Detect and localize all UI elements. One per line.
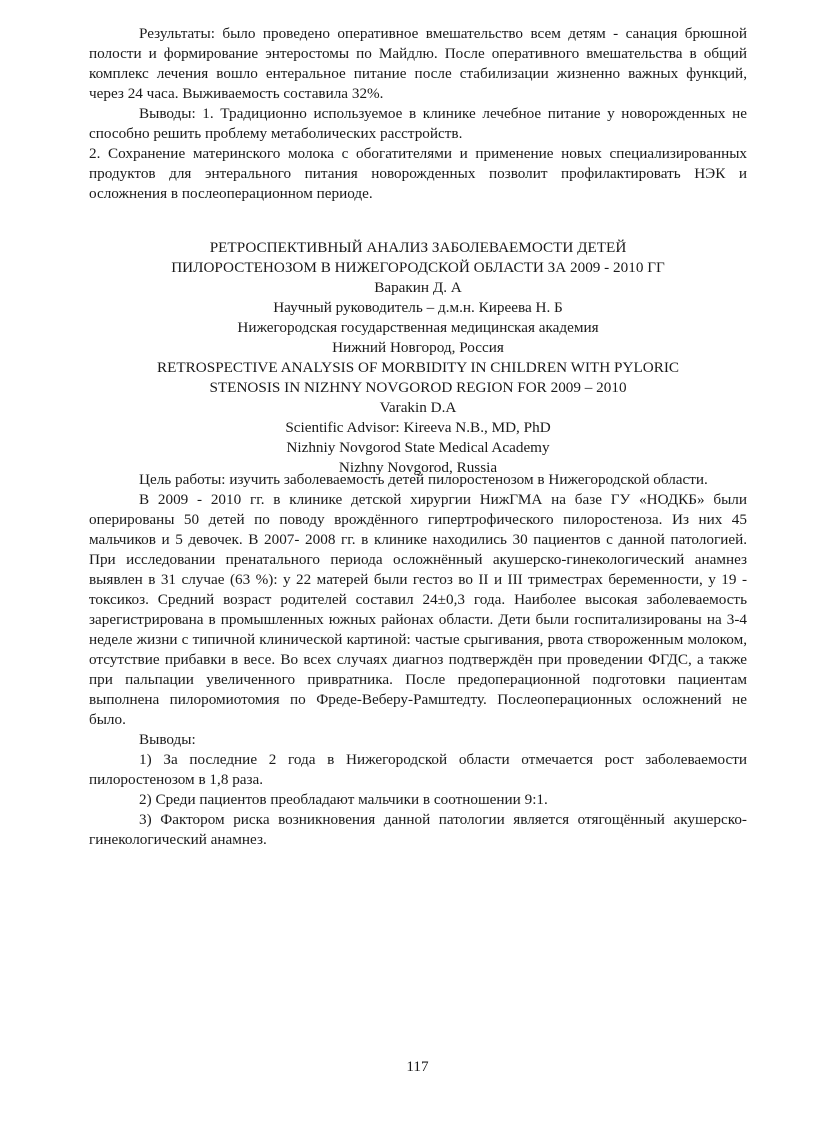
title-ru-line-2: ПИЛОРОСТЕНОЗОМ В НИЖЕГОРОДСКОЙ ОБЛАСТИ ЗА 2009 - 2010 ГГ (171, 259, 665, 276)
conclusion-item-3: 3) Фактором риска возникновения данной патологии является отягощённый акушерско-гинекологический анамнез. (89, 811, 747, 848)
body-paragraph: В 2009 - 2010 гг. в клинике детской хирургии НижГМА на базе ГУ «НОДКБ» были оперированы 50 детей по поводу врождённого гипертрофического пилоростеноза. Из них 45 мальчиков и 5 девочек. В 2007- 2008 гг. в клинике находились 30 пациентов с данной патологией. При исследовании пренатального периода осложнённый акушерско-гинекологический анамнез выявлен в 31 случае (63 %): у 22 матерей были гестоз во II и III триместрах беременности, у 19 - токсикоз. Средний возраст родителей составил 24±0,3 года. Наиболее высокая заболеваемость зарегистрирована в промышленных южных районах области. Дети были госпитализированы на 3-4 неделе жизни с типичной клинической картиной: частые срыгивания, рвота створоженным молоком, отсутствие прибавки в весе. Во всех случаях диагноз подтверждён при проведении ФГДС, а также при пальпации увеличенного привратника. После предоперационной подготовки пациентам выполнена пилоромиотомия по Фреде-Веберу-Рамштедту. Послеоперационных осложнений не было. (89, 491, 747, 728)
advisor-ru: Научный руководитель – д.м.н. Киреева Н. Б (273, 299, 563, 316)
institution-ru: Нижегородская государственная медицинская академия (237, 319, 599, 336)
advisor-en: Scientific Advisor: Kireeva N.B., MD, PhD (285, 419, 551, 436)
conclusions-heading: Выводы: (139, 731, 196, 748)
conclusion-item-1: 1) За последние 2 года в Нижегородской области отмечается рост заболеваемости пилоростенозом в 1,8 раза. (89, 751, 747, 788)
results-paragraph: Результаты: было проведено оперативное вмешательство всем детям - санация брюшной полости и формирование энтеростомы по Майдлю. После оперативного вмешательства в общий комплекс лечения вошло ентеральное питание после стабилизации жизненно важных функций, через 24 часа. Выживаемость составила 32%. (89, 25, 747, 102)
title-ru-line-1: РЕТРОСПЕКТИВНЫЙ АНАЛИЗ ЗАБОЛЕВАЕМОСТИ ДЕТЕЙ (209, 239, 627, 256)
conclusion-item-2: 2) Среди пациентов преобладают мальчики в соотношении 9:1. (139, 791, 548, 808)
institution-en: Nizhniy Novgorod State Medical Academy (286, 439, 550, 456)
article-body (89, 470, 747, 850)
conclusion-2: 2. Сохранение материнского молока с обогатителями и применение новых специализированных продуктов для энтерального питания новорожденных позволит профилактировать НЭК и осложнения в послеоперационном периоде. (89, 145, 747, 202)
previous-article-end (89, 24, 747, 204)
city-en: Nizhny Novgorod, Russia (338, 459, 498, 476)
title-en-line-1: RETROSPECTIVE ANALYSIS OF MORBIDITY IN CHILDREN WITH PYLORIC (156, 359, 680, 376)
article-header (89, 238, 747, 478)
conclusion-1: Выводы: 1. Традиционно используемое в клинике лечебное питание у новорожденных не способно решить проблему метаболических расстройств. (89, 105, 747, 142)
author-en: Varakin D.A (379, 399, 457, 416)
author-ru: Варакин Д. А (374, 279, 462, 296)
city-ru: Нижний Новгород, Россия (332, 339, 504, 356)
page-number: 117 (406, 1058, 429, 1075)
title-en-line-2: STENOSIS IN NIZHNY NOVGOROD REGION FOR 2009 – 2010 (209, 379, 627, 396)
aim-paragraph: Цель работы: изучить заболеваемость детей пилоростенозом в Нижегородской области. (139, 471, 708, 488)
